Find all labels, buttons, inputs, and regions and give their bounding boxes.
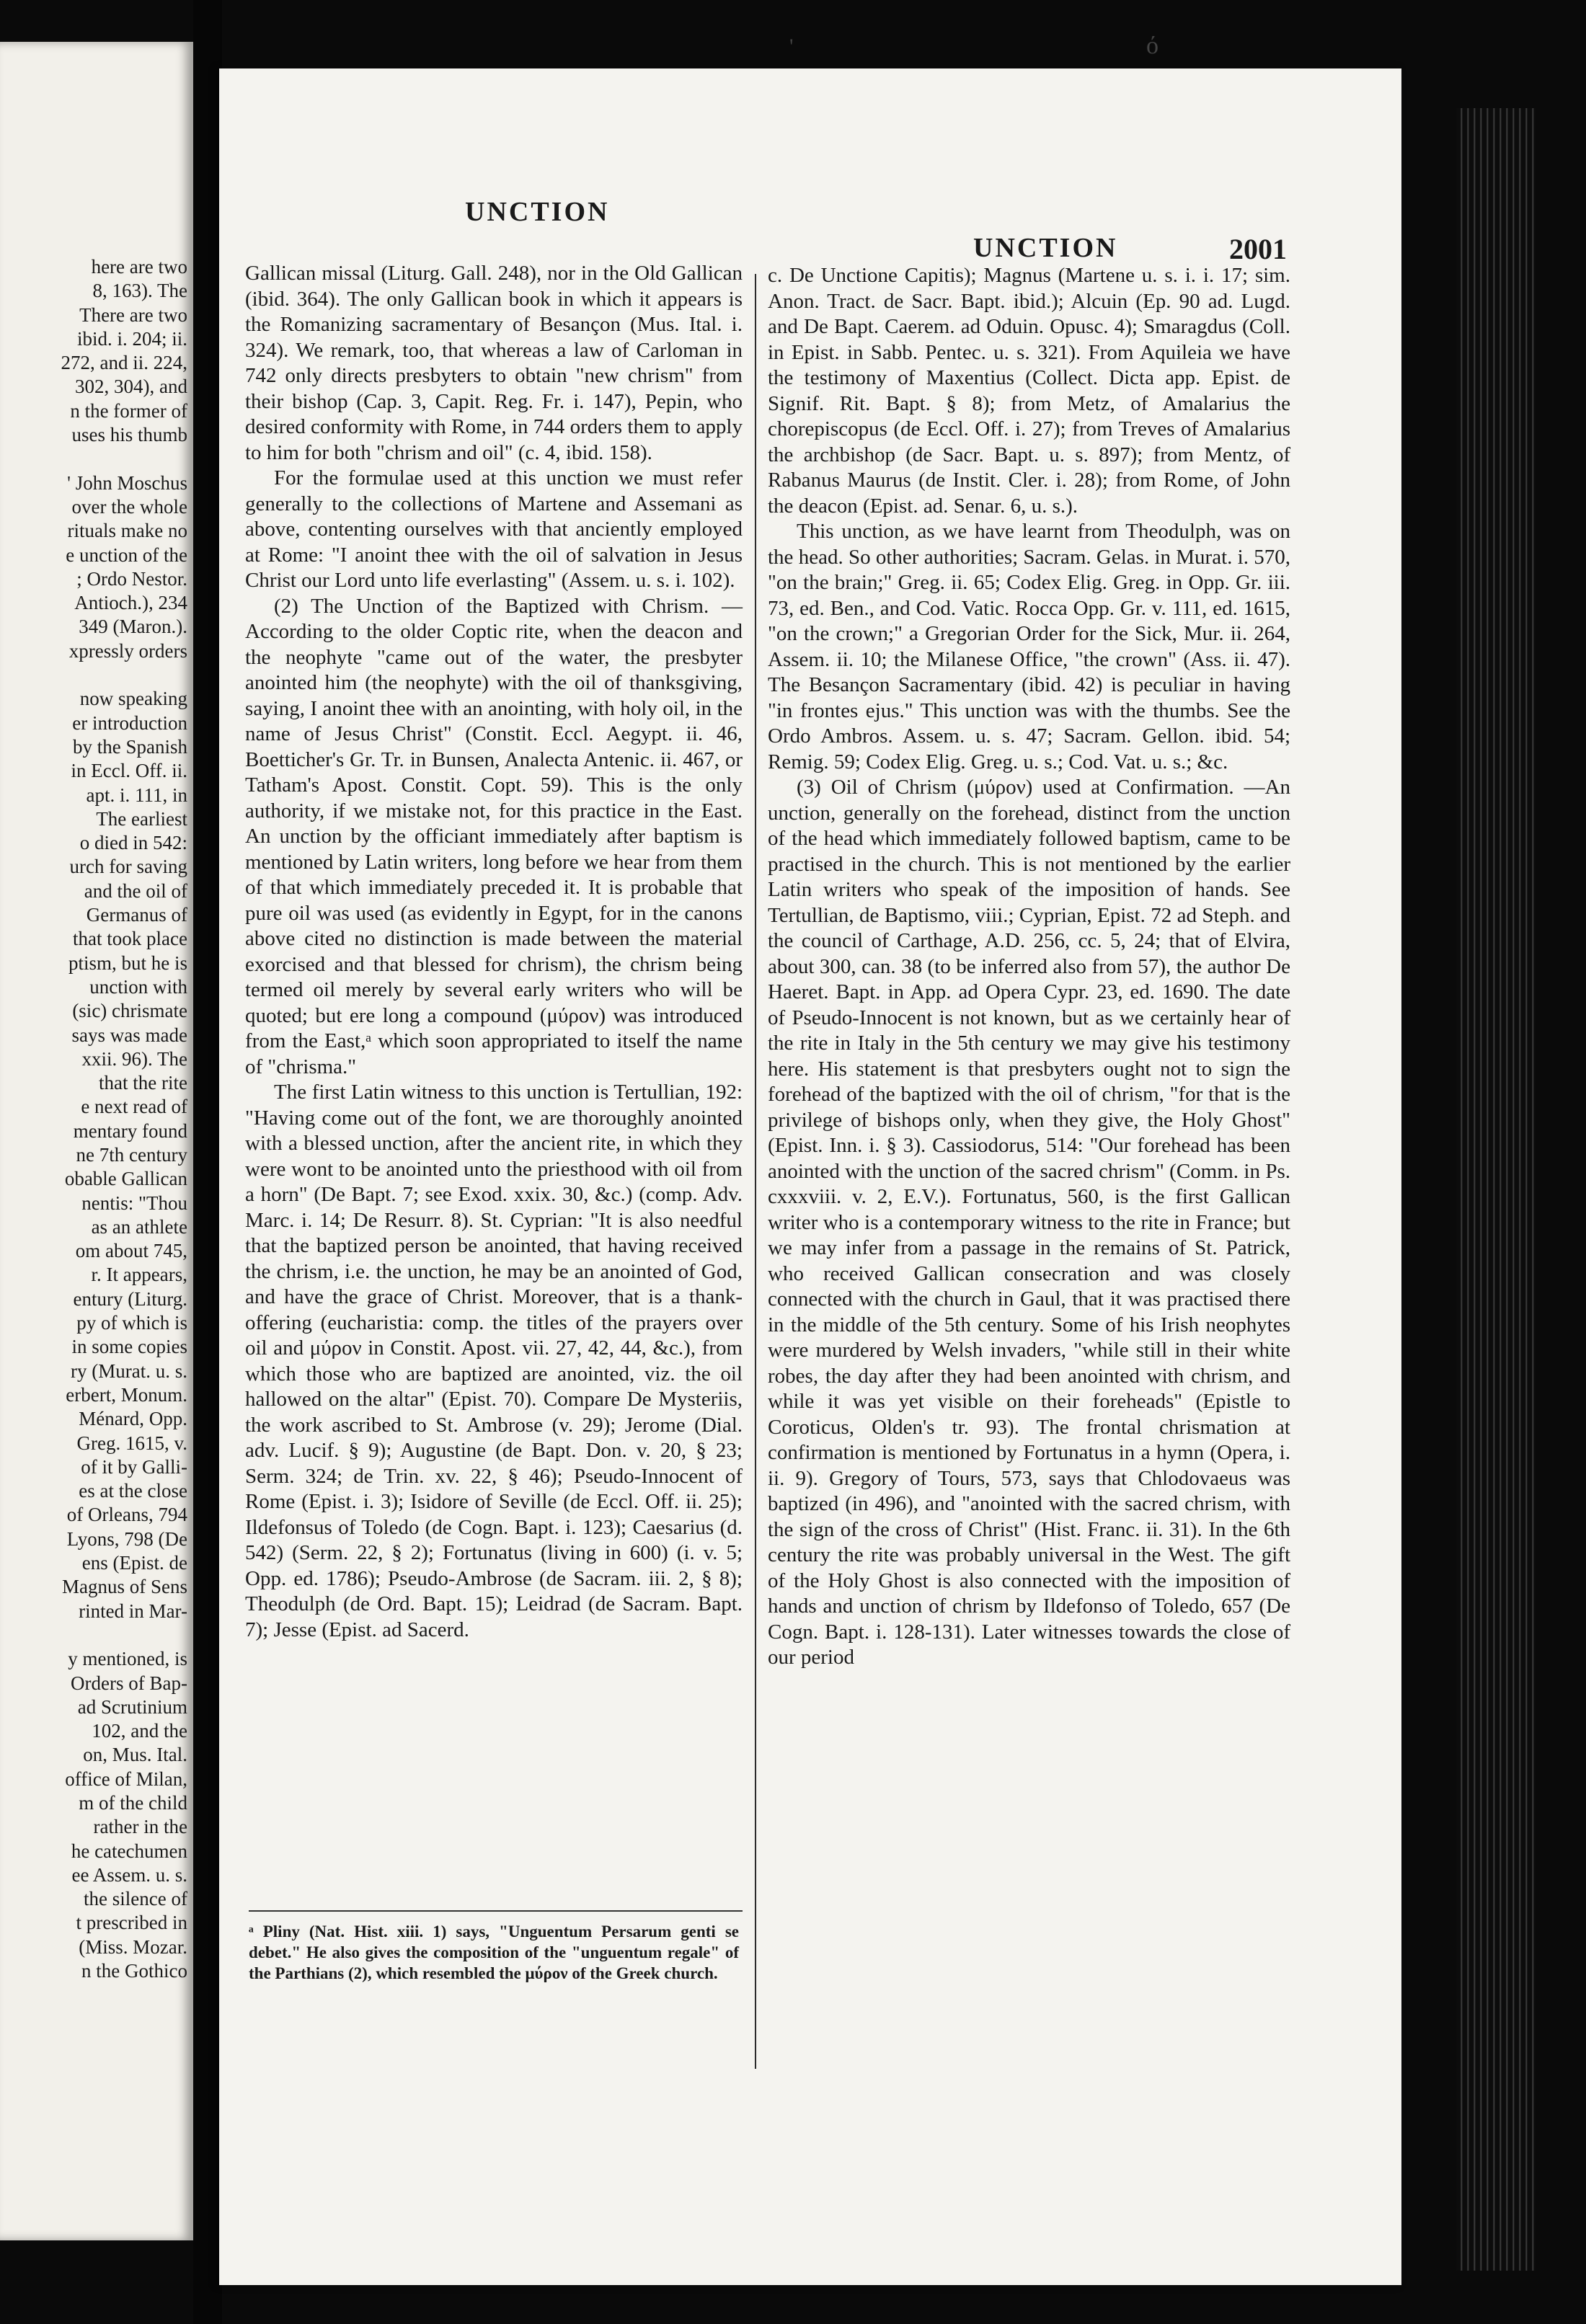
facing-page-line: as an athlete <box>91 1215 187 1238</box>
paragraph: c. De Unctione Capitis); Magnus (Martene u. s. i. i. 17; sim. Anon. Tract. de Sacr. Bapt. ibid.); Alcuin (Ep. 90 ad. Lugd. and De Bapt. Caerem. ad Oduin. Opusc. 4); Smaragdus (Coll. in Epist. in Sabb. Pentec. u. s. 321). From Aquileia we have the testimony of Maxentius (Collect. Dicta app. Epist. de Signif. Rit. Bapt. § 8); from Metz, of Amalarius the chorepiscopus (de Eccl. Off. i. 27); from Treves of Amalarius the archbishop (de Sacr. Bapt. u. s. 897); from Mentz, of Rabanus Maurus (de Instit. Cler. i. 28); from Rome, of John the deacon (Epist. ad. Senar. 6, u. s.). <box>768 264 1290 518</box>
facing-page-line: nentis: "Thou <box>81 1192 187 1214</box>
facing-page-line: om about 745, <box>75 1240 187 1262</box>
column-divider <box>755 274 756 2069</box>
facing-page-line: y mentioned, is <box>68 1648 187 1670</box>
paragraph: This unction, as we have learnt from Theodulph, was on the head. So other authorities; Sacram. Gelas. in Murat. i. 570, "on the brain;" Greg. ii. 65; Codex Elig. Greg. in Opp. Gr. iii. 73, ed. Ben., and Cod. Vatic. Rocca Opp. Gr. v. 111, ed. 1615, "on the crown;" a Gregorian Order for the Sick, Mur. ii. 264, Assem. ii. 10; the Milanese Office, "the crown" (Ass. ii. 47). The Besançon Sacramentary (ibid. 42) is peculiar in having "in frontes ejus." This unction was with the thumbs. See the Ordo Ambros. Assem. u. s. 47; Sacram. Gellon. ibid. 54; Remig. 59; Codex Elig. Greg. u. s.; Cod. Vat. u. s.; &c. <box>768 520 1290 773</box>
facing-page-line: m of the child <box>79 1792 187 1814</box>
facing-page-line <box>0 1623 187 1647</box>
margin-mark: ' <box>789 35 794 58</box>
facing-page-line: mentary found <box>73 1119 187 1142</box>
facing-page-line: in some copies <box>71 1336 187 1358</box>
paragraph: (3) Oil of Chrism (μύρον) used at Confirmation. —An unction, generally on the forehead, distinct from the unction of the head which immediately followed baptism, came to be practised in the church. This is not mentioned by the earlier Latin writers who speak of the imposition of hands. See Tertullian, de Baptismo, viii.; Cyprian, Epist. 72 ad Steph. and the council of Carthage, A.D. 256, cc. 5, 24; that of Elvira, about 300, can. 38 (to be inferred also from 57), the author De Haeret. Bapt. in App. ad Opera Cypr. 23, ed. 1690. The date of Pseudo-Innocent is not known, but as we certainly hear of the rite in Italy in the 5th century we may give his testimony here. His statement is that presbyters ought not to sign the forehead of the baptized with the oil of chrism, "for that is the privilege of bishops only, when they give, the Holy Ghost" (Epist. Inn. i. § 3). Cassiodorus, 514: "Our forehead has been anointed with the unction of the sacred chrism" (Comm. in Ps. cxxxviii. v. 2, E.V.). Fortunatus, 560, is the first Gallican writer who is a contemporary witness to the rite in France; but we may infer from a passage in the remains of St. Patrick, who received Gallican consecration and was closely connected with the church in Gaul, that it was practised there in the middle of the 5th century. Some of his Irish neophytes were murdered by Welsh invaders, "while still in their white robes, the day after they had been anointed with chrism, and while it was yet visible on their foreheads" (Epistle to Coroticus, Olden's tr. 93). The frontal chrismation at confirmation is mentioned by Fortunatus in a hymn (Opera, i. ii. 9). Gregory of Tours, 573, says that Chlodovaeus was baptized (in 496), and "anointed with the sacred chrism, with the sign of the cross of Christ" (Hist. Franc. ii. 31). In the 6th century the rite was probably universal in the West. The gift of the Holy Ghost is also connected with the imposition of hands and unction of chrism by Ildefonso of Toledo, 657 (De Cogn. Bapt. i. 128-131). Later witnesses towards the close of our period <box>768 776 1290 1669</box>
facing-page-line: Lyons, 798 (De <box>66 1527 187 1550</box>
facing-page-fragment <box>0 42 193 2240</box>
facing-page-line: apt. i. 111, in <box>86 784 187 806</box>
page-number: 2001 <box>1229 233 1287 265</box>
facing-page-line: and the oil of <box>84 879 187 902</box>
facing-page-line: rinted in Mar- <box>79 1600 187 1622</box>
facing-page-line: ad Scrutinium <box>77 1695 187 1718</box>
facing-page-line: ee Assem. u. s. <box>71 1863 187 1886</box>
facing-page-line: er introduction <box>72 711 187 734</box>
book-gutter <box>193 0 222 2324</box>
facing-page-line: erbert, Monum. <box>66 1383 187 1406</box>
facing-page-line: o died in 542: <box>79 832 187 854</box>
paragraph: For the formulae used at this unction we must refer generally to the collections of Martene and Assemani as above, contenting ourselves with that anciently employed at Rome: "I anoint thee with the oil of salvation in Jesus Christ our Lord unto life everlasting" (Assem. u. s. i. 102). <box>245 466 743 592</box>
facing-page-line: Greg. 1615, v. <box>76 1432 187 1454</box>
facing-page-line: ' John Moschus <box>67 471 187 494</box>
facing-page-line: n the Gothico <box>81 1960 187 1982</box>
paragraph: (2) The Unction of the Baptized with Chrism. —According to the older Coptic rite, when the deacon and the neophyte "came out of the water, the presbyter anointed him (the neophyte) with the oil of thanksgiving, saying, I anoint thee with an anointing, with holy oil, in the name of Jesus Christ" (Constit. Eccl. Aegypt. ii. 46, Boetticher's Gr. Tr. in Bunsen, Analecta Antenic. ii. 467, or Tatham's Apost. Constit. Copt. 59). This is the only authority, if we mistake not, for this practice in the East. An unction by the officiant immediately after baptism is mentioned by Latin writers, long before we hear from them of that which immediately preceded it. It is probable that pure oil was used (as evidently in Egypt, for in the canons above cited no distinction is made between the material exorcised and that blessed for chrism), the chrism being termed oil merely by several early writers who will be quoted; but ere long a compound (μύρον) was introduced from the East,ᵃ which soon appropriated to itself the name of "chrisma." <box>245 594 743 1078</box>
left-column <box>245 261 743 1643</box>
facing-page-line: xxii. 96). The <box>81 1047 187 1070</box>
facing-page-line: t prescribed in <box>76 1912 187 1934</box>
paragraph: The first Latin witness to this unction is Tertullian, 192: "Having come out of the font, we are thoroughly anointed with a blessed unction, after the ancient rite, in which they were wont to be anointed unto the priesthood with oil from a horn" (De Bapt. 7; see Exod. xxix. 30, &c.) (comp. Adv. Marc. i. 14; De Resurr. 8). St. Cyprian: "It is also needful that the baptized person be anointed, that having received the chrism, i.e. the unction, he may be an anointed of God, and have the grace of Christ. Moreover, that is a thank-offering (eucharistia: comp. the titles of the prayers over oil and μύρον in Constit. Apost. vii. 27, 42, 44, &c.), from which those who are baptized are anointed, viz. the oil hallowed on the altar" (Epist. 70). Compare De Mysteriis, the work ascribed to St. Ambrose (v. 29); Jerome (Dial. adv. Lucif. § 9); Augustine (de Bapt. Don. v. 20, § 23; Serm. 324; de Trin. xv. 22, § 46); Pseudo-Innocent of Rome (Epist. i. 3); Isidore of Seville (de Eccl. Off. ii. 25); Ildefonsus of Toledo (de Cogn. Bapt. i. 123); Caesarius (d. 542) (Serm. 22, § 2); Fortunatus (living in 600) (i. v. 5; Opp. ed. 1786); Pseudo-Ambrose (de Sacram. iii. 2, § 8); Theodulph (de Ord. Bapt. 15); Leidrad (de Sacram. Bapt. 7); Jesse (Epist. ad Sacerd. <box>245 1081 743 1641</box>
facing-page-line: Germanus of <box>86 904 187 926</box>
facing-page-line: says was made <box>71 1024 187 1046</box>
footnote-divider <box>249 1910 743 1912</box>
facing-page-line: e unction of the <box>66 544 187 566</box>
facing-page-line: that the rite <box>99 1072 187 1094</box>
facing-page-line: entury (Liturg. <box>73 1287 187 1310</box>
facing-page-line: of Orleans, 794 <box>66 1504 187 1526</box>
facing-page-line: (sic) chrismate <box>72 1000 187 1022</box>
facing-page-line: ptism, but he is <box>68 952 187 974</box>
facing-page-line: (Miss. Mozar. <box>79 1935 187 1958</box>
facing-page-line: of it by Galli- <box>81 1455 187 1478</box>
facing-page-line: rituals make no <box>67 520 187 542</box>
facing-page-line: xpressly orders <box>68 639 187 662</box>
facing-page-line: py of which is <box>76 1312 187 1334</box>
footnote: ᵃ Pliny (Nat. Hist. xiii. 1) says, "Unguentum Persarum genti se debet." He also gives the composition of the "unguentum regale" of the Parthians (2), which resembled the μύρον of the Greek church. <box>249 1922 739 1982</box>
facing-page-line: 102, and the <box>92 1720 187 1742</box>
paragraph: Gallican missal (Liturg. Gall. 248), nor in the Old Gallican (ibid. 364). The only Gallican book in which it appears is the Romanizing sacramentary of Besançon (Mus. Ital. i. 324). We remark, too, that whereas a law of Carloman in 742 only directs presbyters to obtain "new chrism" from their bishop (Cap. 3, Capit. Reg. Fr. i. 147), Pepin, who desired conformity with Rome, in 744 orders them to apply to him for both "chrism and oil" (c. 4, ibid. 158). <box>245 262 743 464</box>
facing-page-line: over the whole <box>71 495 187 518</box>
facing-page-line: here are two <box>91 256 187 278</box>
facing-page-line: Magnus of Sens <box>62 1576 187 1598</box>
facing-page-line: the silence of <box>84 1888 187 1910</box>
facing-page-line: he catechumen <box>71 1840 187 1862</box>
facing-page-line <box>0 447 187 471</box>
page-edges <box>1456 108 1536 2271</box>
facing-page-line: unction with <box>89 975 187 998</box>
facing-page-line: e next read of <box>81 1096 187 1118</box>
facing-page-line: There are two <box>79 303 187 326</box>
facing-page-line: n the former of <box>70 399 187 422</box>
facing-page-line: Ménard, Opp. <box>79 1408 187 1430</box>
facing-page-line: The earliest <box>96 807 187 830</box>
facing-page-line: ne 7th century <box>76 1143 187 1166</box>
facing-page-line: urch for saving <box>69 856 187 878</box>
facing-page-line: Orders of Bap- <box>71 1672 187 1694</box>
facing-page-line: 349 (Maron.). <box>79 616 187 638</box>
facing-page-line: r. It appears, <box>91 1264 187 1286</box>
running-head-left: UNCTION <box>465 197 610 227</box>
running-head-right: UNCTION <box>973 233 1118 263</box>
facing-page-line <box>0 663 187 687</box>
facing-page-line: ry (Murat. u. s. <box>71 1360 187 1382</box>
facing-page-line: es at the close <box>79 1480 187 1502</box>
facing-page-line: 8, 163). The <box>92 280 187 302</box>
facing-page-text <box>0 255 187 1983</box>
facing-page-line: now speaking <box>79 688 187 710</box>
facing-page-line: office of Milan, <box>65 1768 187 1790</box>
right-column <box>768 263 1290 1671</box>
facing-page-line: ibid. i. 204; ii. <box>76 327 187 350</box>
margin-mark-top: ό <box>1146 32 1159 59</box>
facing-page-line: rather in the <box>93 1816 187 1838</box>
facing-page-line: Antioch.), 234 <box>74 592 187 614</box>
facing-page-line: 302, 304), and <box>75 376 187 398</box>
facing-page-line: uses his thumb <box>71 424 187 446</box>
facing-page-line: on, Mus. Ital. <box>83 1744 187 1766</box>
facing-page-line: 272, and ii. 224, <box>61 352 187 374</box>
facing-page-line: in Eccl. Off. ii. <box>71 760 187 782</box>
facing-page-line: ; Ordo Nestor. <box>76 567 187 590</box>
facing-page-line: by the Spanish <box>73 735 187 758</box>
facing-page-line: obable Gallican <box>64 1168 187 1190</box>
facing-page-line: ens (Epist. de <box>81 1552 187 1574</box>
facing-page-line: that took place <box>73 928 187 950</box>
